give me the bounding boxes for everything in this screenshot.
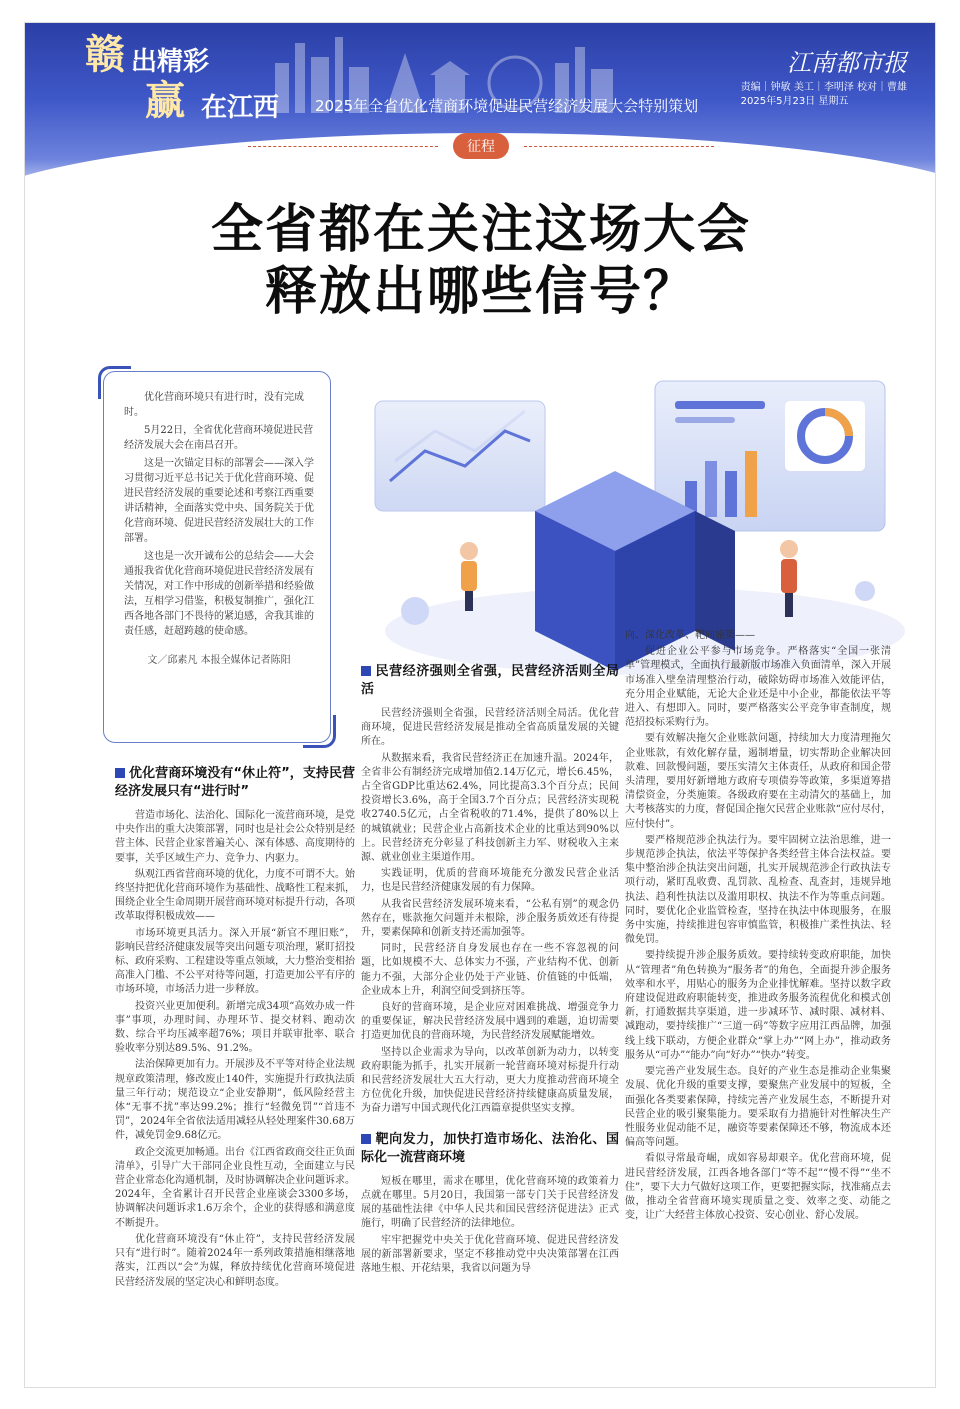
intro-box: [103, 371, 331, 743]
body-paragraph: 法治保障更加有力。开展涉及不平等对待企业法规规章政策清理，修改废止140件，实施提升行政执法质量三年行动；规范设立“企业安静期”，低风险经营主体“无事不扰”率达99.2%；推行“轻微免罚”“首违不罚”，2024年全省依法适用减轻从轻处理案件30.68万件，减免罚金9.68亿元。: [115, 1059, 355, 1142]
heading-square-icon: [115, 768, 125, 778]
page-banner: [25, 23, 936, 193]
body-paragraph: 要完善产业发展生态。良好的产业生态是推动企业集聚发展、优化升级的重要支撑，要聚焦产业发展中的短板，全面强化各类要素保障，持续完善产业发展生态，不断提升对民营企业的吸引聚集能力。要采取有力措施针对性解决生产性服务业促动能不足，融资等要素保障还不够，物流成本还偏高等问题。: [625, 1066, 891, 1149]
logo-char-gan: 赣: [85, 32, 125, 78]
editor-credits: [741, 81, 907, 109]
special-planning-subtitle: 2025年全省优化营商环境促进民营经济发展大会特别策划: [315, 97, 699, 115]
body-paragraph: 向、深化改革、靶向施策——: [625, 630, 755, 641]
logo-char-ying: 赢: [145, 78, 185, 124]
section-heading-1: [115, 765, 355, 801]
heading-square-icon: [361, 666, 371, 676]
article-column-3: [625, 629, 891, 1225]
body-paragraph: 投资兴业更加便利。新增完成34项“高效办成一件事”事项，办理时间、办理环节、提交材料、跑动次数、综合平均压减率超76%；项目并联审批率、联合验收率分别达89.5%、91.2%。: [115, 1000, 355, 1055]
body-paragraph: 政企交流更加畅通。出台《江西省政商交往正负面清单》，引导广大干部同企业良性互动，全面建立与民营企业常态化沟通机制，及时协调解决企业问题诉求。2024年，全省累计召开民营企业座谈会3300多场，协调解决问题诉求1.6万余个，企业的获得感和满意度不断提升。: [115, 1146, 355, 1229]
section-heading-text: 民营经济强则全省强，民营经济活则全局活: [361, 664, 619, 697]
intro-paragraph: 这是一次锚定目标的部署会——深入学习贯彻习近平总书记关于优化营商环境、促进民营经济发展的重要论述和考察江西重要讲话精神，全面落实党中央、国务院关于优化营商环境、促进民营经济发展壮大的工作部署。: [124, 458, 314, 544]
intro-paragraph: 优化营商环境只有进行时，没有完成时。: [124, 392, 304, 418]
body-paragraph: 良好的营商环境，是企业应对困难挑战、增强竞争力的重要保证，解决民营经济发展中遇到的难题，迫切需要打造更加优良的营商环境，为民营经济发展赋能增效。: [361, 1002, 619, 1042]
body-paragraph: 要严格规范涉企执法行为。要牢固树立法治思维，进一步规范涉企执法，依法平等保护各类经营主体合法权益。要集中整治涉企执法突出问题，扎实开展规范涉企行政执法专项行动，紧盯乱收费、乱罚款、乱检查、乱查封，违规异地执法、趋利性执法以及滥用职权、执法不作为等重点问题。同时，要优化企业监管检查，坚持在执法中体现服务，在服务中实施，持续推进包容审慎监管，积极推广柔性执法、轻微免罚。: [625, 834, 891, 946]
logo-text-2: 在江西: [201, 93, 280, 123]
logo-text-1: 出精彩: [131, 47, 210, 77]
body-paragraph: 看似寻常最奇崛，成如容易却艰辛。优化营商环境，促进民营经济发展，江西各地各部门“等不起”“慢不得”“坐不住”，要下大力气做好这项工作，更要把握实际，找准痛点去做，推动全省营商环境实现质量之变、效率之变、动能之变，让广大经营主体放心投资、安心创业、舒心发展。: [625, 1153, 891, 1222]
body-paragraph: 市场环境更具活力。深入开展“新官不理旧账”，影响民营经济健康发展等突出问题专项治理，紧盯招投标、政府采购、工程建设等重点领域，大力整治变相抬高准入门槛、不公平对待等问题，打造更加公平有序的市场环境，市场活力进一步释放。: [115, 927, 355, 996]
tag-divider-right: [524, 146, 714, 147]
headline-line-2: 释放出哪些信号？: [264, 262, 697, 322]
article-column-1: [115, 761, 355, 1292]
body-paragraph: 同时，民营经济自身发展也存在一些不容忽视的问题，比如规模不大、总体实力不强，产业结构不优、创新能力不强，大部分企业仍处于产业链、价值链的中低端，企业成本上升，利润空间受到挤压等。: [361, 943, 619, 997]
section-heading-text: 优化营商环境没有“休止符”，支持民营经济发展只有“进行时”: [115, 766, 355, 799]
article-column-2: [361, 659, 619, 1278]
credits-staff: 责编｜钟敏 美工｜李明泽 校对｜曹雄: [740, 82, 907, 93]
body-paragraph: 从我省民营经济发展环境来看，“公私有别”的观念仍然存在，账款拖欠问题并未根除，涉企服务质效还有待提升，要素保障和创新支持还需加强等。: [361, 898, 619, 939]
newspaper-page: [24, 22, 936, 1388]
body-paragraph: 牢牢把握党中央关于优化营商环境、促进民营经济发展的新部署新要求，坚定不移推动党中央决策部署在江西落地生根、开花结果，我省以问题为导: [361, 1234, 619, 1274]
body-paragraph: 纵观江西省营商环境的优化，力度不可谓不大。始终坚持把优化营商环境作为基础性、战略性工程来抓，围绕企业全生命周期开展营商环境对标提升行动，各项改革取得积极成效——: [115, 868, 355, 923]
section-tag: 征程: [453, 133, 509, 159]
body-paragraph: 实践证明，优质的营商环境能充分激发民营企业活力，也是民营经济健康发展的有力保障。: [361, 868, 619, 894]
body-paragraph: 民营经济强则全省强，民营经济活则全局活。优化营商环境，促进民营经济发展是推动全省高质量发展的关键所在。: [361, 708, 619, 748]
body-paragraph: 从数据来看，我省民营经济正在加速升温。2024年，全省非公有制经济完成增加值2.14万亿元，增长6.45%，占全省GDP比重达62.4%，同比提高3.3个百分点；民间投资增长3.6%，高于全国3.7个百分点；民营经济实现税收2740.5亿元，占全省税收的71.4%，提供了80%以上的城镇就业；民营企业占高新技术企业的比重达到90%以上。民营经济充分彰显了科技创新主力军、财税收入主来源、就业创业主渠道作用。: [361, 752, 619, 864]
intro-paragraph: 5月22日，全省优化营商环境促进民营经济发展大会在南昌召开。: [124, 425, 314, 451]
body-paragraph: 坚持以企业需求为导向，以改革创新为动力，以转变政府职能为抓手，扎实开展新一轮营商环境对标提升行动和民营经济发展壮大五大行动，更大力度推动营商环境全方位优化升级，加快促进民营经济持续健康高质量发展，为奋力谱写中国式现代化江西篇章提供坚实支撑。: [361, 1046, 619, 1115]
body-paragraph: 营造市场化、法治化、国际化一流营商环境，是党中央作出的重大决策部署，同时也是社会公众特别是经营主体、民营企业家普遍关心、深有体感、高度期待的要事，关乎区域生产力、竞争力、内驱力。: [115, 810, 355, 864]
intro-paragraph: 这也是一次开诚布公的总结会——大会通报我省优化营商环境促进民营经济发展有关情况，对工作中形成的创新举措和经验做法，互相学习借鉴，积极复制推广，强化江西各地各部门不畏待的紧迫感，舍我其谁的责任感，赶超跨越的使命感。: [124, 551, 314, 637]
body-paragraph: 要持续提升涉企服务质效。要持续转变政府职能，加快从“管理者”角色转换为“服务者”的角色，全面提升涉企服务效率和水平，用贴心的服务为企业排忧解难。坚持以数字政府建设促进政府职能转变，推进政务服务流程优化和模式创新，打通数据共享渠道，进一步减环节、减时限、减材料、减跑动，要持续推广“三道一码”等数字应用江西品牌，加强线上线下联动，方便企业群众“掌上办”“网上办”，推动政务服务从“可办”“能办”向“好办”“快办”转变。: [625, 950, 891, 1061]
article-byline: 文／邱素凡 本报全媒体记者陈阳: [147, 655, 291, 666]
body-paragraph: 促进企业公平参与市场竞争。严格落实“全国一张清单”管理模式，全面执行最新版市场准入负面清单，深入开展市场准入壁垒清理整治行动，破除妨碍市场准入效能评估，充分用企业赋能，无论大企业还是中小企业，都能依法平等进入、有想即入。同时，要严格落实公平竞争审查制度，规范招投标采购行为。: [625, 646, 891, 729]
section-heading-2: [361, 663, 619, 699]
body-paragraph: 要有效解决拖欠企业账款问题，持续加大力度清理拖欠企业账款，有效化解存量，遏制增量，切实帮助企业解决回款难、回款慢问题，要压实清欠主体责任，从政府和国企带头清理，要用好新增地方政府专项债券等政策，多渠道筹措清偿资金，分类施策。各级政府要在主动清欠的基础上，加大考核落实的力度，督促国企拖欠民营企业账款“应付尽付，应付快付”。: [625, 733, 891, 830]
headline-line-1: 全省都在关注这场大会: [210, 200, 751, 260]
section-heading-3: [361, 1131, 619, 1167]
main-headline: [25, 199, 936, 323]
heading-square-icon: [361, 1134, 371, 1144]
section-heading-text: 靶向发力，加快打造市场化、法治化、国际化一流营商环境: [361, 1131, 619, 1165]
body-paragraph: 短板在哪里，需求在哪里，优化营商环境的政策着力点就在哪里。5月20日，我国第一部专门关于民营经济发展的基础性法律《中华人民共和国民营经济促进法》正式施行，明确了民营经济的法律地位。: [361, 1175, 619, 1230]
credits-date: 2025年5月23日 星期五: [740, 96, 849, 107]
tag-divider-left: [248, 146, 438, 147]
body-paragraph: 优化营商环境没有“休止符”，支持民营经济发展只有“进行时”。随着2024年一系列政策措施相继落地落实，江西以“会”为媒，释放持续优化营商环境促进民营经济发展的坚定决心和鲜明态度。: [115, 1233, 355, 1288]
section-tag-row: [25, 133, 936, 159]
newspaper-masthead: 江南都市报: [787, 49, 907, 77]
